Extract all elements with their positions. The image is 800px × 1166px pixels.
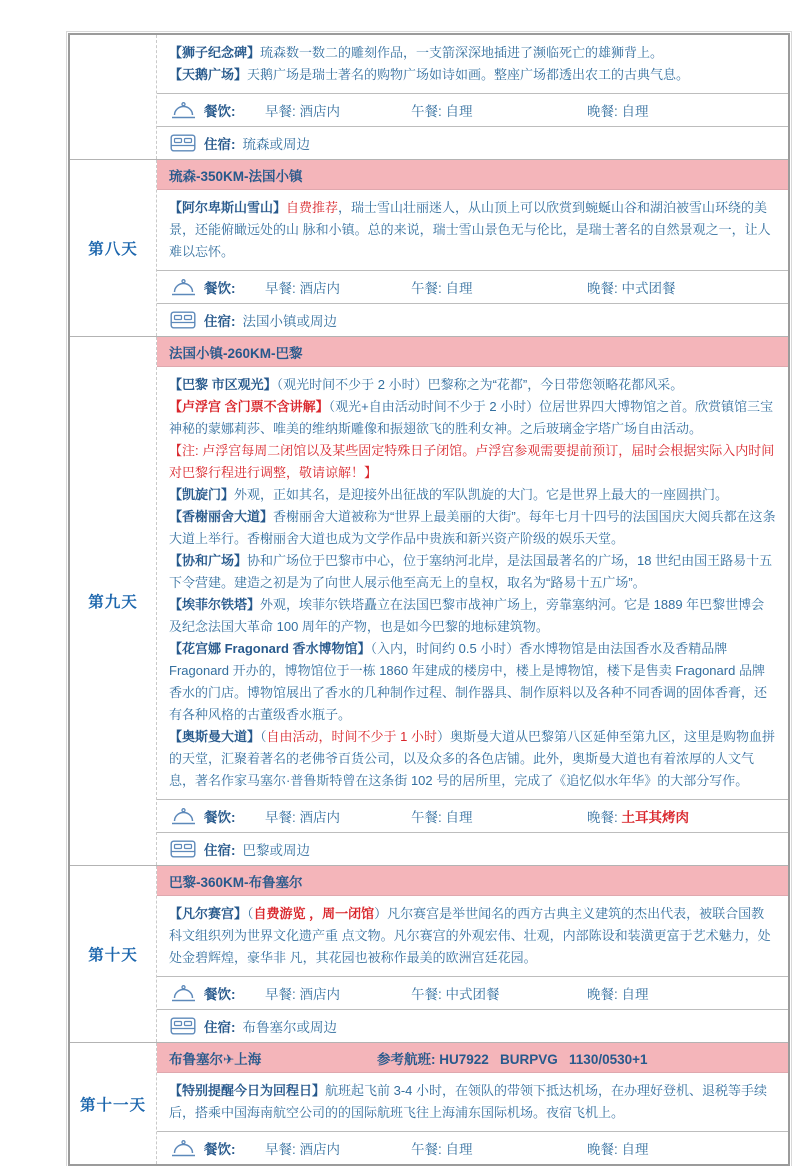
day-section (70, 159, 788, 336)
breakfast-item-value: 酒店内 (299, 104, 341, 119)
text-segment: 【巴黎 市区观光】 (169, 377, 277, 392)
description-paragraph (169, 197, 776, 263)
description-paragraph (169, 64, 776, 86)
route-header (157, 1043, 788, 1073)
description-block (157, 896, 788, 976)
lodging-label-group (169, 310, 236, 330)
meals-label-group (169, 100, 265, 120)
breakfast-item-label: 早餐: (265, 1142, 300, 1157)
day-label: 第九天 (88, 594, 138, 611)
text-segment: 【奥斯曼大道】 (169, 729, 261, 744)
breakfast-item-label: 早餐: (265, 104, 300, 119)
lodging-label-group (169, 839, 236, 859)
lodging-label-group (169, 133, 236, 153)
text-segment: 【卢浮宫 含门票不含讲解】 (169, 399, 329, 414)
route-header (157, 160, 788, 190)
day-section (70, 1042, 788, 1164)
description-paragraph (169, 1080, 776, 1124)
day-section (70, 35, 788, 159)
lunch-item-label: 午餐: (411, 810, 446, 825)
text-segment: 【花宫娜 Fragonard 香水博物馆】 (169, 641, 371, 656)
dinner-item-value: 自理 (621, 1142, 649, 1157)
cloche-icon (169, 807, 197, 826)
cloche-icon (169, 101, 197, 120)
meals-row (157, 976, 788, 1009)
description-block (157, 190, 788, 270)
day-label (70, 35, 156, 159)
text-segment: 航班起飞前 3-4 小时，在领队的带领下抵达机场，在办理好登机、退税等手续后，搭乘中国海南航空公司的的国际航班飞往上海浦东国际机场。夜宿飞机上。 (169, 1083, 768, 1120)
text-segment: 【阿尔卑斯山雪山】 (169, 200, 287, 215)
text-segment: （入内，时间约 0.5 小时）香水博物馆是由法国香水及香精品牌 Fragonard 开办的，博物馆位于一栋 1860 年建成的楼房中，楼上是博物馆，楼下是售卖 Fragonard 品牌香水的门店。博物馆展出了香水的几种制作过程、制作器具、制作原料以及各种不同香调的固体香膏，还有各种风格的古董级香水瓶子。 (169, 641, 768, 722)
dinner-item-label: 晚餐: (587, 104, 622, 119)
text-segment: 【香榭丽舍大道】 (169, 509, 274, 524)
description-paragraph (169, 484, 776, 506)
day-content (156, 160, 788, 336)
description-paragraph (169, 396, 787, 440)
cloche-icon (169, 984, 197, 1003)
dinner-item-label: 晚餐: (587, 810, 622, 825)
lunch-item (411, 983, 587, 1003)
text-segment: （ (260, 729, 267, 744)
description-paragraph (169, 726, 776, 792)
text-segment: 协和广场位于巴黎市中心，位于塞纳河北岸，是法国最著名的广场，18 世纪由国王路易十五下令营建。建造之初是为了向世人展示他至高无上的皇权，取名为“路易十五广场”。 (169, 553, 773, 590)
lunch-item-value: 自理 (445, 1142, 473, 1157)
text-segment: 外观，埃菲尔铁塔矗立在法国巴黎市战神广场上，旁靠塞纳河。它是 1889 年巴黎世博会及纪念法国大革命 100 周年的产物，也是如今巴黎的地标建筑物。 (169, 597, 765, 634)
breakfast-item (265, 100, 411, 120)
dinner-item (587, 983, 788, 1003)
breakfast-item (265, 983, 411, 1003)
text-segment: ，瑞士雪山壮丽迷人，从山顶上可以欣赏到蜿蜒山谷和湖泊被雪山环绕的美景，还能俯瞰远处的山 脉和小镇。总的来说，瑞士雪山景色无与伦比，是瑞士著名的自然景观之一，让人难以忘怀。 (169, 200, 771, 259)
description-paragraph (169, 374, 776, 396)
lodging-value: 布鲁塞尔或周边 (242, 1020, 337, 1035)
meals-row (157, 799, 788, 832)
meals-row (157, 1131, 788, 1164)
cloche-icon (169, 278, 197, 297)
breakfast-item-label: 早餐: (265, 810, 300, 825)
breakfast-item (265, 1138, 411, 1158)
text-segment: 【特别提醒今日为回程日】 (169, 1083, 326, 1098)
meals-label: 餐饮: (204, 104, 236, 119)
text-segment: 【协和广场】 (169, 553, 248, 568)
day-label: 第十一天 (79, 1096, 146, 1114)
breakfast-item-label: 早餐: (265, 987, 300, 1002)
day-content (156, 1043, 788, 1164)
text-segment: 【凯旋门】 (169, 487, 235, 502)
breakfast-item-value: 酒店内 (299, 281, 341, 296)
lodging-label: 住宿: (204, 137, 236, 152)
breakfast-item-value: 酒店内 (299, 810, 341, 825)
meals-row (157, 93, 788, 126)
text-segment: 【天鹅广场】 (169, 67, 248, 82)
description-paragraph (169, 440, 776, 484)
meals-label: 餐饮: (204, 281, 236, 296)
text-segment: ）奥斯曼大道从巴黎第八区延伸至第九区，这里是购物血拼的天堂，汇聚着著名的老佛爷百货公司，以及众多的各色店铺。此外，奥斯曼大道也有着浓厚的人文气息，著名作家马塞尔·普鲁斯特曾在这条街 102 号的居所里，完成了《追忆似水年华》的大部分写作。 (169, 729, 776, 788)
day-content (156, 337, 788, 865)
description-paragraph (169, 903, 776, 969)
text-segment: 【凡尔赛宫】 (169, 906, 248, 921)
day-label: 第十天 (88, 947, 138, 964)
lodging-row (157, 1009, 788, 1042)
bed-icon (169, 840, 197, 858)
dinner-item-label: 晚餐: (587, 1142, 622, 1157)
meals-label-group (169, 806, 265, 826)
dinner-item (587, 100, 788, 120)
text-segment: 香榭丽舍大道被称为“世界上最美丽的大街”。每年七月十四号的法国国庆大阅兵都在这条大道上举行。香榭丽舍大道也成为文学作品中贵族和新兴资产阶级的娱乐天堂。 (169, 509, 776, 546)
route-header (157, 337, 788, 367)
lunch-item (411, 806, 587, 826)
description-paragraph (169, 638, 776, 726)
route-header (157, 866, 788, 896)
dinner-item-label: 晚餐: (587, 281, 622, 296)
lunch-item-value: 自理 (445, 104, 473, 119)
breakfast-item-label: 早餐: (265, 281, 300, 296)
cloche-icon (169, 1139, 197, 1158)
lodging-label: 住宿: (204, 1020, 236, 1035)
itinerary-table (68, 33, 790, 1166)
description-block (157, 367, 788, 799)
dinner-item (587, 806, 788, 826)
route-title: 布鲁塞尔✈上海 (169, 1051, 262, 1067)
dinner-item-label: 晚餐: (587, 987, 622, 1002)
text-segment: ）凡尔赛宫是举世闻名的西方古典主义建筑的杰出代表，被联合国教科文组织列为世界文化遗产重 点文物。凡尔赛宫的外观宏伟、壮观，内部陈设和装潢更富于艺术魅力，处处金碧辉煌，豪华非 凡，其花园也被称作最美的欧洲宫廷花园。 (169, 906, 771, 965)
lunch-item-value: 自理 (445, 281, 473, 296)
meals-label: 餐饮: (204, 810, 236, 825)
lunch-item (411, 1138, 587, 1158)
text-segment: 【注: 卢浮宫每周二闭馆以及某些固定特殊日子闭馆。卢浮宫参观需要提前预订，届时会根据实际入内时间对巴黎行程进行调整，敬请谅解！】 (169, 443, 775, 480)
bed-icon (169, 1017, 197, 1035)
dinner-item-value: 中式团餐 (621, 281, 676, 296)
breakfast-item (265, 277, 411, 297)
dinner-item-value: 自理 (621, 987, 649, 1002)
route-title: 法国小镇-260KM-巴黎 (169, 345, 303, 361)
lodging-row (157, 303, 788, 336)
text-segment: 自费推荐 (286, 200, 339, 215)
text-segment: （观光时间不少于 2 小时）巴黎称之为“花都”，今日带您领略花都风采。 (276, 377, 684, 392)
lodging-row (157, 832, 788, 865)
lodging-value: 琉森或周边 (242, 137, 310, 152)
text-segment: （观光+自由活动时间不少于 2 小时）位居世界四大博物馆之首。欣赏镇馆三宝 神秘的蒙娜莉莎、唯美的维纳斯雕像和振翅欲飞的胜利女神。之后玻璃金字塔广场自由活动。 (169, 399, 787, 436)
route-title: 巴黎-360KM-布鲁塞尔 (169, 874, 303, 890)
dinner-item (587, 1138, 788, 1158)
lodging-row (157, 126, 788, 159)
lunch-item-label: 午餐: (411, 281, 446, 296)
lunch-item-label: 午餐: (411, 104, 446, 119)
text-segment: 琉森数一数二的雕刻作品，一支箭深深地插进了濒临死亡的雄狮背上。 (260, 45, 664, 60)
lodging-value: 法国小镇或周边 (242, 314, 337, 329)
lodging-label-group (169, 1016, 236, 1036)
day-content (156, 866, 788, 1042)
lodging-label: 住宿: (204, 843, 236, 858)
day-section (70, 865, 788, 1042)
lunch-item (411, 277, 587, 297)
text-segment: 自由活动，时间不少于 1 小时 (266, 729, 437, 744)
lunch-item (411, 100, 587, 120)
bed-icon (169, 134, 197, 152)
dinner-item (587, 277, 788, 297)
meals-label: 餐饮: (204, 987, 236, 1002)
dinner-item-value: 土耳其烤肉 (621, 810, 690, 825)
breakfast-item-value: 酒店内 (299, 1142, 341, 1157)
lunch-item-value: 中式团餐 (445, 987, 500, 1002)
description-paragraph (169, 506, 776, 550)
lunch-item-label: 午餐: (411, 987, 446, 1002)
flight-info: 参考航班: HU7922 BURPVG 1130/0530+1 (377, 1051, 648, 1067)
text-segment: 天鹅广场是瑞士著名的购物广场如诗如画。整座广场都透出农工的古典气息。 (247, 67, 690, 82)
lodging-value: 巴黎或周边 (242, 843, 310, 858)
meals-label-group (169, 1138, 265, 1158)
meals-label-group (169, 983, 265, 1003)
description-block (157, 1073, 788, 1131)
breakfast-item-value: 酒店内 (299, 987, 341, 1002)
day-section (70, 336, 788, 865)
day-content (156, 35, 788, 159)
meals-row (157, 270, 788, 303)
description-paragraph (169, 594, 776, 638)
text-segment: 【狮子纪念碑】 (169, 45, 261, 60)
text-segment: 外观，正如其名，是迎接外出征战的军队凯旋的大门。它是世界上最大的一座圆拱门。 (234, 487, 729, 502)
lunch-item-value: 自理 (445, 810, 473, 825)
description-paragraph (169, 550, 776, 594)
bed-icon (169, 311, 197, 329)
text-segment: （ (247, 906, 254, 921)
day-label: 第八天 (88, 241, 138, 258)
meals-label-group (169, 277, 265, 297)
lodging-label: 住宿: (204, 314, 236, 329)
dinner-item-value: 自理 (621, 104, 649, 119)
description-paragraph (169, 42, 776, 64)
text-segment: 自费游览 ，周一闭馆 (253, 906, 375, 921)
route-title: 琉森-350KM-法国小镇 (169, 168, 303, 184)
lunch-item-label: 午餐: (411, 1142, 446, 1157)
description-block (157, 35, 788, 93)
text-segment: 【埃菲尔铁塔】 (169, 597, 261, 612)
breakfast-item (265, 806, 411, 826)
meals-label: 餐饮: (204, 1142, 236, 1157)
